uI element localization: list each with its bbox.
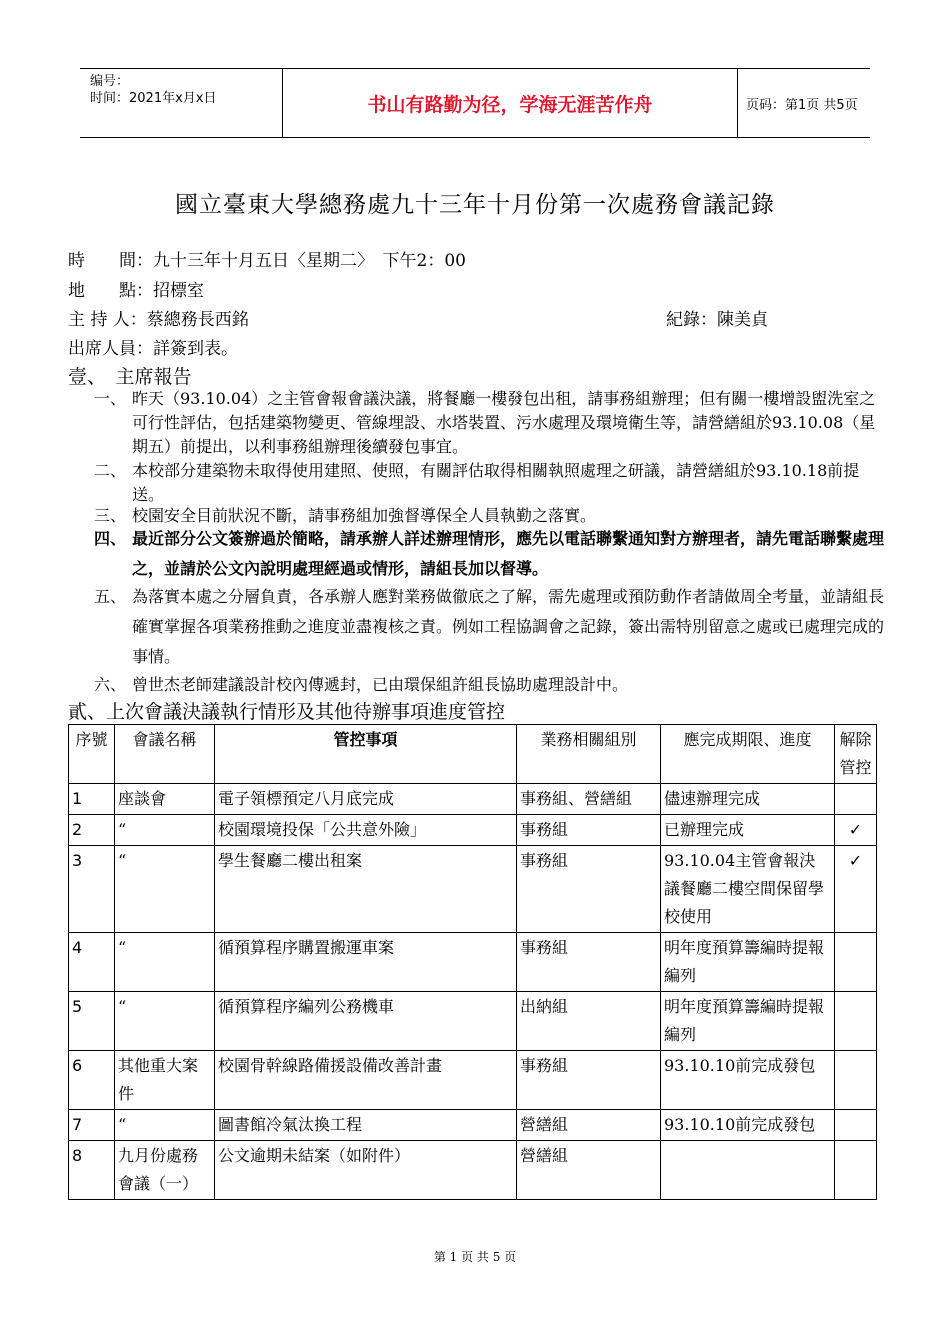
section2-heading: 貳、上次會議決議執行情形及其他待辦事項進度管控: [68, 701, 506, 723]
table-row: [69, 933, 877, 992]
cell-deadline: 明年度預算籌編時提報編列: [661, 933, 835, 992]
header-page-info: 页码：第1页 共5页: [746, 97, 858, 113]
cell-done: [835, 1141, 877, 1200]
cell-item: 循預算程序編列公務機車: [215, 992, 517, 1051]
cell-meeting: “: [115, 815, 215, 846]
cell-meeting: 座談會: [115, 784, 215, 815]
cell-done: [835, 1051, 877, 1110]
report-item-6: [94, 673, 884, 697]
cell-item: 校園環境投保「公共意外險」: [215, 815, 517, 846]
report-item-num: 五、: [94, 587, 127, 606]
section1-heading: 壹、 主席報告: [68, 366, 192, 388]
report-item-text: 曾世杰老師建議設計校內傳遞封，已由環保組許組長協助處理設計中。: [132, 675, 629, 694]
report-item-1: [94, 387, 884, 459]
report-item-text: 為落實本處之分層負責，各承辦人應對業務做徹底之了解，需先處理或預防動作者請做周全考量，並請組長確實掌握各項業務推動之進度並盡複核之責。例如工程協調會之記錄，簽出需特別留意之處或已處理完成的事情。: [132, 587, 885, 666]
page-header: [80, 68, 870, 138]
cell-no: 1: [69, 784, 115, 815]
report-item-4: [94, 524, 884, 584]
meeting-place: 地 點：招標室: [68, 281, 204, 301]
cell-done: [835, 846, 877, 933]
col-header-item: 管控事項: [215, 725, 517, 784]
header-motto: 书山有路勤为径，学海无涯苦作舟: [282, 69, 738, 137]
cell-group: 出納組: [517, 992, 661, 1051]
cell-no: 8: [69, 1141, 115, 1200]
cell-group: 營繕組: [517, 1141, 661, 1200]
report-item-num: 六、: [94, 675, 127, 694]
header-date: 时间：2021年x月x日: [90, 91, 217, 106]
report-item-text: 昨天（93.10.04）之主管會報會議決議，將餐廳一樓發包出租，請事務組辦理；但有關一樓增設盥洗室之可行性評估，包括建築物變更、管線埋設、水塔裝置、污水處理及環境衛生等，請營繕組於93.10.08（星期五）前提出，以利事務組辦理後續發包事宜。: [132, 389, 876, 456]
page-footer: 第 1 页 共 5 页: [433, 1250, 517, 1264]
table-row: [69, 992, 877, 1051]
cell-deadline: 93.10.10前完成發包: [661, 1051, 835, 1110]
table-header-row: [69, 725, 877, 784]
cell-item: 校園骨幹線路備援設備改善計畫: [215, 1051, 517, 1110]
meeting-chair: 主 持 人：蔡總務長西銘: [68, 310, 249, 330]
report-item-num: 四、: [94, 529, 127, 548]
cell-no: 7: [69, 1110, 115, 1141]
report-item-num: 三、: [94, 506, 127, 525]
col-header-meeting: 會議名稱: [115, 725, 215, 784]
meeting-time: 時 間：九十三年十月五日〈星期二〉 下午2：00: [68, 251, 466, 271]
cell-deadline: 儘速辦理完成: [661, 784, 835, 815]
cell-meeting: “: [115, 992, 215, 1051]
document-title: 國立臺東大學總務處九十三年十月份第一次處務會議記錄: [175, 192, 775, 218]
cell-deadline: 明年度預算籌編時提報編列: [661, 992, 835, 1051]
cell-done: [835, 1110, 877, 1141]
cell-deadline: 93.10.10前完成發包: [661, 1110, 835, 1141]
cell-meeting: “: [115, 1110, 215, 1141]
check-icon: ✓: [848, 820, 863, 839]
cell-group: 事務組、營繕組: [517, 784, 661, 815]
cell-done: [835, 784, 877, 815]
table-row: [69, 784, 877, 815]
cell-group: 事務組: [517, 933, 661, 992]
header-meta: [80, 69, 282, 137]
cell-group: 事務組: [517, 846, 661, 933]
cell-done: [835, 815, 877, 846]
report-item-text: 本校部分建築物未取得使用建照、使照，有關評估取得相關執照處理之研議，請營繕組於93.10.18前提送。: [132, 461, 860, 504]
cell-deadline: [661, 1141, 835, 1200]
table-row: [69, 1110, 877, 1141]
cell-no: 3: [69, 846, 115, 933]
cell-group: 事務組: [517, 1051, 661, 1110]
col-header-deadline: 應完成期限、進度: [661, 725, 835, 784]
cell-meeting: 其他重大案件: [115, 1051, 215, 1110]
cell-item: 公文逾期未結案（如附件）: [215, 1141, 517, 1200]
table-row: [69, 1141, 877, 1200]
report-item-2: [94, 459, 884, 507]
report-item-text: 校園安全目前狀況不斷，請事務組加強督導保全人員執勤之落實。: [132, 506, 597, 525]
meeting-attendees: 出席人員：詳簽到表。: [68, 339, 238, 359]
cell-item: 圖書館冷氣汰換工程: [215, 1110, 517, 1141]
cell-meeting: “: [115, 933, 215, 992]
cell-deadline: 93.10.04主管會報決議餐廳二樓空間保留學校使用: [661, 846, 835, 933]
cell-group: 事務組: [517, 815, 661, 846]
cell-no: 5: [69, 992, 115, 1051]
report-item-num: 一、: [94, 389, 127, 408]
col-header-no: 序號: [69, 725, 115, 784]
cell-no: 2: [69, 815, 115, 846]
cell-group: 營繕組: [517, 1110, 661, 1141]
col-header-done: 解除管控: [835, 725, 877, 784]
report-item-5: [94, 582, 884, 672]
report-item-num: 二、: [94, 461, 127, 480]
cell-done: [835, 933, 877, 992]
cell-item: 電子領標預定八月底完成: [215, 784, 517, 815]
header-number: 编号：: [90, 74, 130, 89]
cell-item: 循預算程序購置搬運車案: [215, 933, 517, 992]
table-row: [69, 846, 877, 933]
control-table: [68, 724, 877, 1200]
meeting-recorder: 紀錄：陳美貞: [666, 310, 768, 330]
table-row: [69, 1051, 877, 1110]
col-header-group: 業務相關組別: [517, 725, 661, 784]
check-icon: ✓: [848, 851, 863, 870]
cell-deadline: 已辦理完成: [661, 815, 835, 846]
cell-done: [835, 992, 877, 1051]
cell-item: 學生餐廳二樓出租案: [215, 846, 517, 933]
cell-no: 6: [69, 1051, 115, 1110]
table-row: [69, 815, 877, 846]
report-item-text: 最近部分公文簽辦過於簡略，請承辦人詳述辦理情形，應先以電話聯繫通知對方辦理者，請先電話聯繫處理之，並請於公文內說明處理經過或情形，請組長加以督導。: [132, 529, 885, 578]
cell-no: 4: [69, 933, 115, 992]
cell-meeting: 九月份處務會議（一）: [115, 1141, 215, 1200]
cell-meeting: “: [115, 846, 215, 933]
